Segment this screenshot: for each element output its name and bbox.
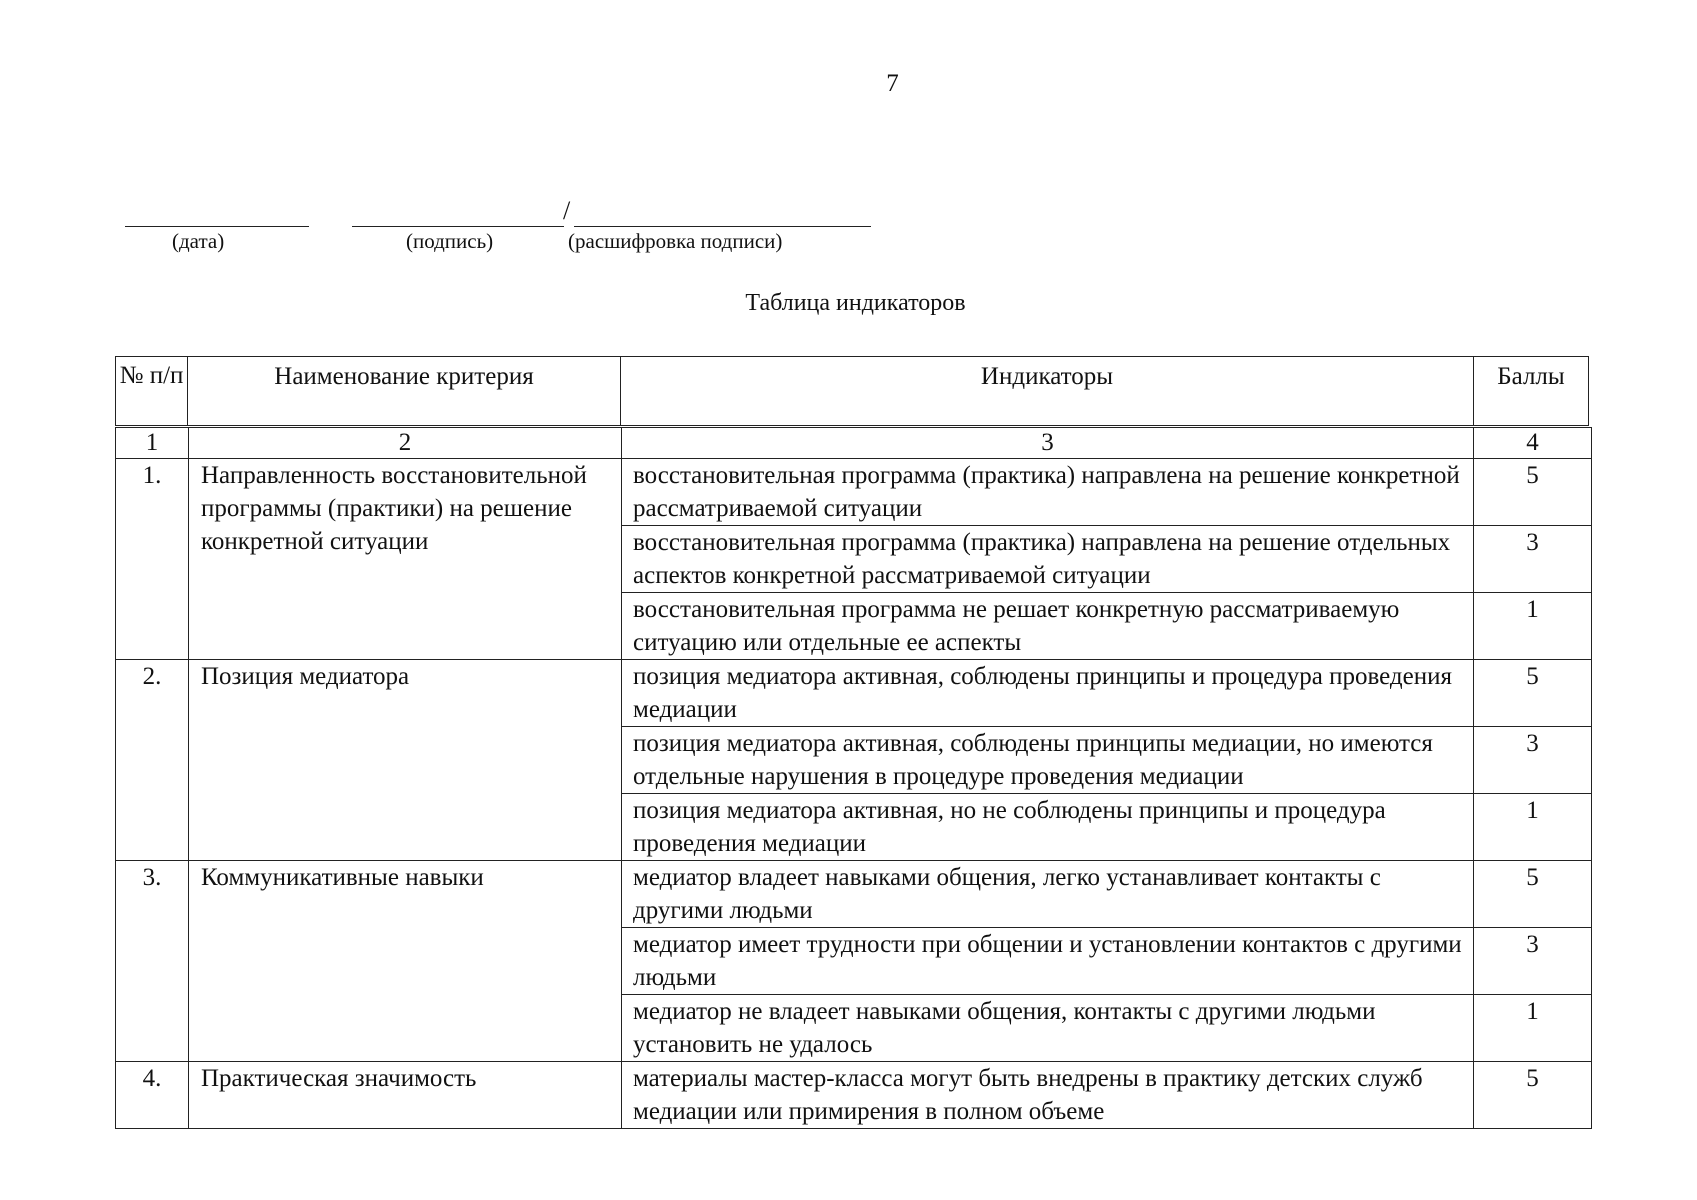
signature-line [352, 226, 564, 227]
table-header [115, 356, 1589, 426]
header-indicators: Индикаторы [621, 357, 1474, 426]
indicator-points: 5 [1474, 1062, 1592, 1129]
column-number: 2 [189, 428, 622, 459]
column-number: 3 [622, 428, 1474, 459]
criterion-name: Практическая значимость [189, 1062, 622, 1129]
table-title: Таблица индикаторов [745, 290, 966, 316]
header-criterion: Наименование критерия [188, 357, 621, 426]
criterion-name: Коммуникативные навыки [189, 861, 622, 1062]
table-row [116, 861, 1592, 928]
column-number: 1 [116, 428, 189, 459]
signature-decode-caption: (расшифровка подписи) [568, 229, 783, 253]
criterion-name: Направленность восстановительной программы (практики) на решение конкретной ситуации [189, 459, 622, 660]
column-number: 4 [1474, 428, 1592, 459]
date-line [125, 226, 309, 227]
indicator-text: медиатор не владеет навыками общения, контакты с другими людьми установить не удалось [622, 995, 1474, 1062]
criterion-name: Позиция медиатора [189, 660, 622, 861]
header-points: Баллы [1474, 357, 1589, 426]
indicator-text: позиция медиатора активная, но не соблюдены принципы и процедура проведения медиации [622, 794, 1474, 861]
page-number: 7 [886, 70, 899, 97]
criterion-number: 1. [116, 459, 189, 660]
indicator-points: 3 [1474, 526, 1592, 593]
indicator-points: 3 [1474, 928, 1592, 995]
indicator-text: медиатор владеет навыками общения, легко устанавливает контакты с другими людьми [622, 861, 1474, 928]
indicator-table [115, 427, 1592, 1129]
table-row [116, 459, 1592, 526]
indicator-points: 1 [1474, 995, 1592, 1062]
indicator-text: восстановительная программа не решает конкретную рассматриваемую ситуацию или отдельные ее аспекты [622, 593, 1474, 660]
indicator-points: 5 [1474, 660, 1592, 727]
indicator-text: восстановительная программа (практика) направлена на решение отдельных аспектов конкретной рассматриваемой ситуации [622, 526, 1474, 593]
indicator-text: позиция медиатора активная, соблюдены принципы медиации, но имеются отдельные нарушения в процедуре проведения медиации [622, 727, 1474, 794]
indicator-points: 3 [1474, 727, 1592, 794]
indicator-text: позиция медиатора активная, соблюдены принципы и процедура проведения медиации [622, 660, 1474, 727]
indicator-points: 1 [1474, 794, 1592, 861]
criterion-number: 2. [116, 660, 189, 861]
criterion-number: 3. [116, 861, 189, 1062]
criterion-number: 4. [116, 1062, 189, 1129]
column-number-row [116, 428, 1592, 459]
indicator-text: материалы мастер-класса могут быть внедрены в практику детских служб медиации или примирения в полном объеме [622, 1062, 1474, 1129]
table-row [116, 660, 1592, 727]
indicator-points: 5 [1474, 459, 1592, 526]
table-row [116, 1062, 1592, 1129]
signature-slash: / [563, 196, 571, 225]
date-caption: (дата) [172, 229, 225, 253]
indicator-text: восстановительная программа (практика) направлена на решение конкретной рассматриваемой ситуации [622, 459, 1474, 526]
indicator-points: 5 [1474, 861, 1592, 928]
header-number: № п/п [116, 357, 188, 426]
indicator-text: медиатор имеет трудности при общении и установлении контактов с другими людьми [622, 928, 1474, 995]
indicator-points: 1 [1474, 593, 1592, 660]
signature-caption: (подпись) [406, 229, 494, 253]
decode-line [574, 226, 871, 227]
